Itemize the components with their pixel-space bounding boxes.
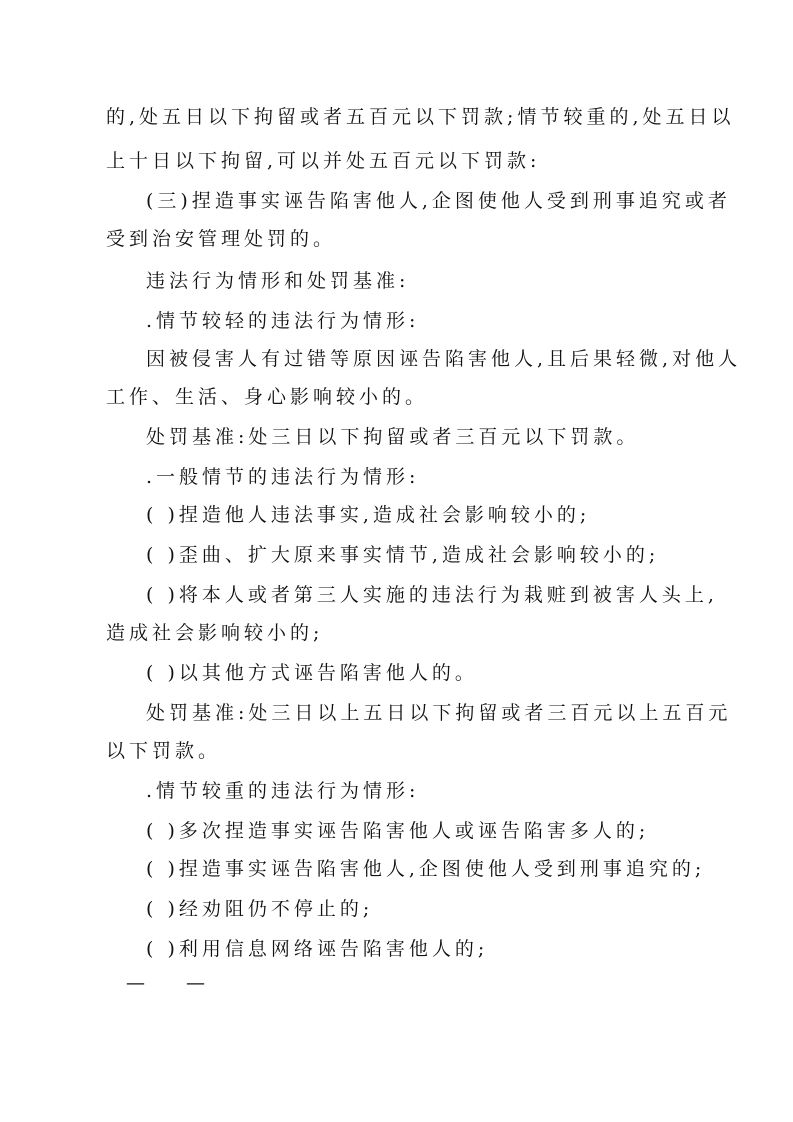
text-line: 因被侵害人有过错等原因诬告陷害他人,且后果轻微,对他人 — [146, 348, 742, 370]
list-item: ( )以其他方式诬告陷害他人的。 — [146, 662, 478, 684]
text-line: 造成社会影响较小的; — [106, 622, 324, 644]
text-line: 工作、生活、身心影响较小的。 — [106, 386, 429, 408]
text-line: 上十日以下拘留,可以并处五百元以下罚款: — [106, 150, 541, 172]
list-item: ( )捏造事实诬告陷害他人,企图使他人受到刑事追究的; — [146, 858, 706, 880]
list-item: ( )捏造他人违法事实,造成社会影响较小的; — [146, 504, 591, 526]
list-item: ( )经劝阻仍不停止的; — [146, 898, 374, 920]
footer-right-dash: — — [186, 972, 205, 994]
list-item: ( )利用信息网络诬告陷害他人的; — [146, 938, 489, 960]
list-item: ( )多次捏造事实诬告陷害他人或诬告陷害多人的; — [146, 820, 650, 842]
page-number-footer — [126, 972, 205, 994]
subsection-heading: .一般情节的违法行为情形: — [146, 466, 420, 488]
text-line: 处罚基准:处三日以下拘留或者三百元以下罚款。 — [146, 426, 640, 448]
footer-left-dash: — — [126, 972, 145, 994]
section-heading: 违法行为情形和处罚基准: — [146, 270, 410, 292]
subsection-heading: .情节较轻的违法行为情形: — [146, 310, 420, 332]
list-item: ( )将本人或者第三人实施的违法行为栽赃到被害人头上, — [146, 584, 718, 606]
text-line: 受到治安管理处罚的。 — [106, 228, 337, 250]
text-line: 的,处五日以下拘留或者五百元以下罚款;情节较重的,处五日以 — [106, 106, 735, 128]
text-line: 处罚基准:处三日以上五日以下拘留或者三百元以上五百元 — [146, 702, 732, 724]
list-item: ( )歪曲、扩大原来事实情节,造成社会影响较小的; — [146, 544, 660, 566]
text-line: 以下罚款。 — [106, 740, 222, 762]
subsection-heading: .情节较重的违法行为情形: — [146, 780, 420, 802]
text-line: (三)捏造事实诬告陷害他人,企图使他人受到刑事追究或者 — [146, 190, 731, 212]
